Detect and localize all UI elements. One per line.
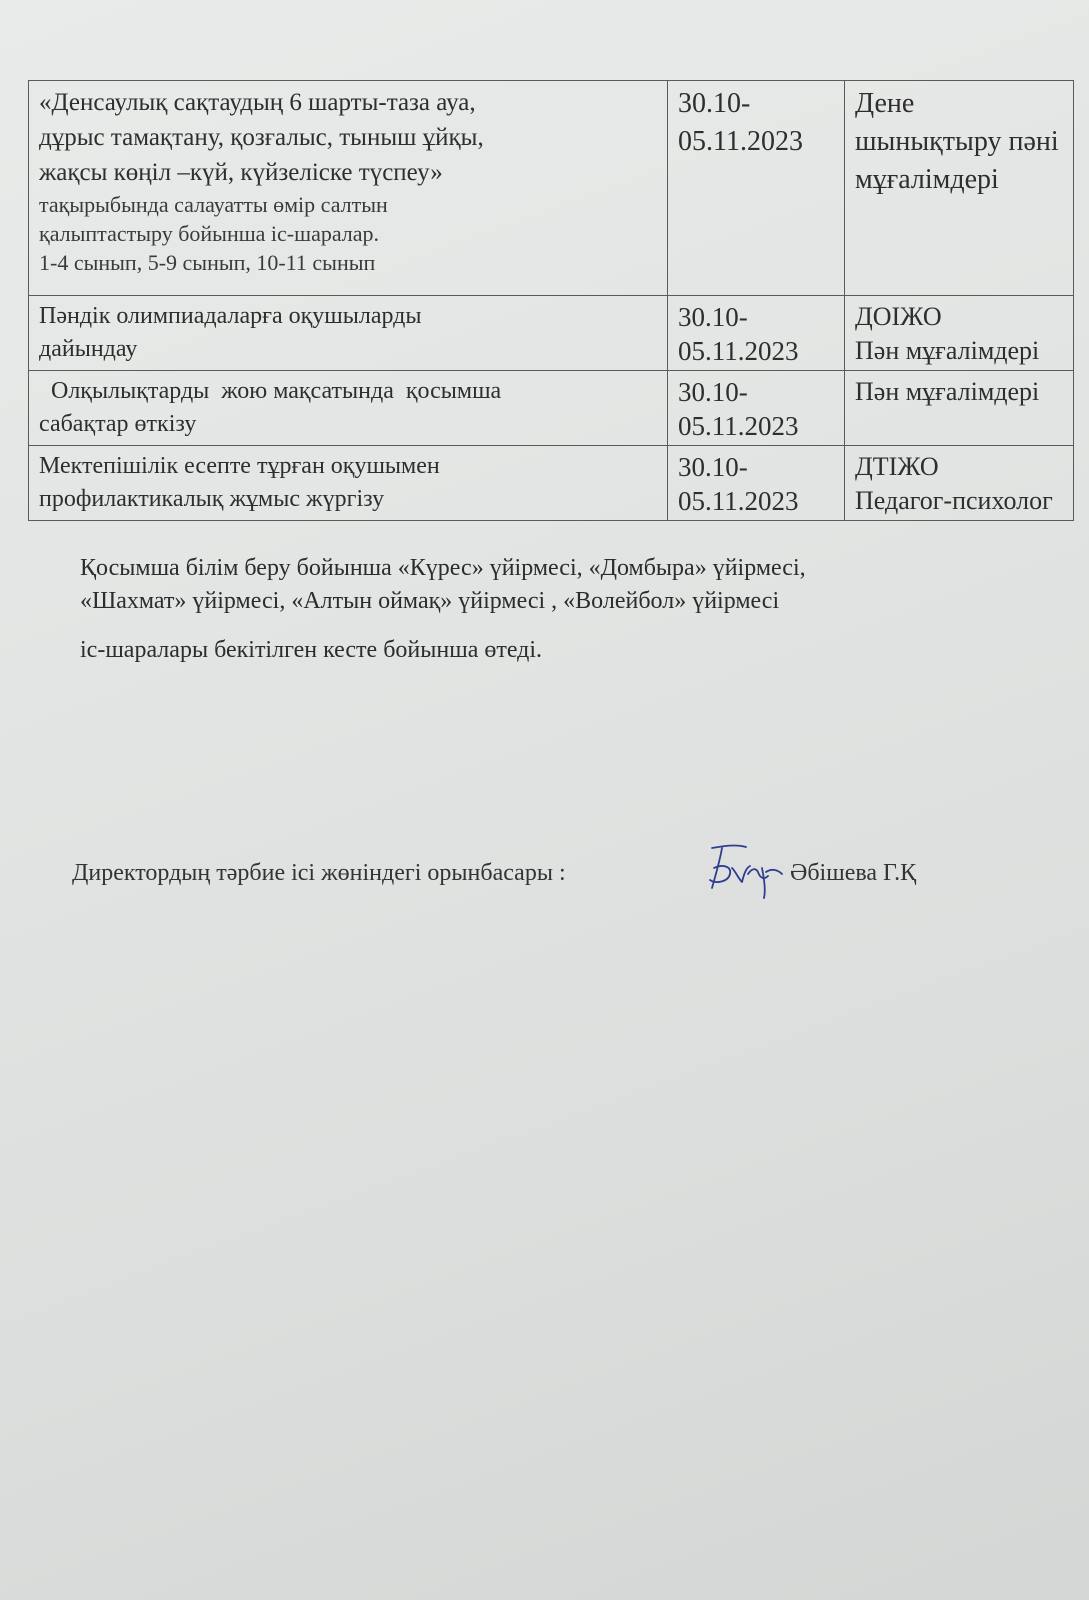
signatory-name: Әбішева Г.Қ: [790, 860, 917, 886]
responsible-text-line: Педагог-психолог: [855, 486, 1053, 515]
date-cell: [668, 296, 845, 371]
date-text-line: 30.10-: [678, 377, 748, 407]
event-text-line: тақырыбында салауатты өмір салтын: [39, 192, 388, 217]
event-text-line: Олқылықтарды жою мақсатында қосымша: [39, 378, 502, 404]
event-cell: [29, 81, 668, 296]
responsible-cell: [845, 296, 1074, 371]
table-row: [29, 371, 1074, 446]
event-text-line: дұрыс тамақтану, қозғалыс, тыныш ұйқы,: [39, 124, 484, 151]
extracurricular-paragraph: [80, 552, 1040, 667]
date-text-line: 30.10-: [678, 88, 751, 119]
responsible-text-line: ДОІЖО: [855, 302, 942, 331]
date-text-line: 30.10-: [678, 452, 748, 482]
event-text-line: Мектепішілік есепте тұрған оқушымен: [39, 453, 440, 479]
event-text-line: сабақтар өткізу: [39, 411, 197, 437]
responsible-cell: [845, 446, 1074, 521]
event-cell: [29, 371, 668, 446]
responsible-cell: [845, 81, 1074, 296]
signature-block: [72, 852, 1052, 912]
event-text-line: 1-4 сынып, 5-9 сынып, 10-11 сынып: [39, 250, 376, 275]
event-cell: [29, 296, 668, 371]
date-cell: [668, 446, 845, 521]
date-text-line: 05.11.2023: [678, 411, 799, 441]
date-cell: [668, 371, 845, 446]
event-text-line: жақсы көңіл –күй, күйзеліске түспеу»: [39, 159, 443, 186]
responsible-text-line: шынықтыру пәні: [855, 126, 1059, 157]
event-text-line: қалыптастыру бойынша іс-шаралар.: [39, 221, 380, 246]
responsible-cell: [845, 371, 1074, 446]
paragraph-line: Қосымша білім беру бойынша «Күрес» үйірмесі, «Домбыра» үйірмесі,: [80, 555, 806, 581]
date-text-line: 05.11.2023: [678, 126, 803, 157]
event-text-line: «Денсаулық сақтаудың 6 шарты-таза ауа,: [39, 89, 476, 116]
table-row: [29, 81, 1074, 296]
event-cell: [29, 446, 668, 521]
paragraph-line: «Шахмат» үйірмесі, «Алтын оймақ» үйірмесі , «Волейбол» үйірмесі: [80, 588, 780, 614]
table-row: [29, 296, 1074, 371]
date-text-line: 05.11.2023: [678, 486, 799, 516]
date-text-line: 30.10-: [678, 302, 748, 332]
responsible-text-line: Пән мұғалімдері: [855, 377, 1040, 406]
events-table: [28, 80, 1074, 521]
event-text-line: профилактикалық жұмыс жүргізу: [39, 486, 385, 512]
signatory-title: Директордың тәрбие ісі жөніндегі орынбасары :: [72, 860, 566, 886]
date-text-line: 05.11.2023: [678, 336, 799, 366]
event-text-line: Пәндік олимпиадаларға оқушыларды: [39, 303, 422, 329]
responsible-text-line: ДТІЖО: [855, 452, 939, 481]
responsible-text-line: Дене: [855, 88, 915, 119]
table-row: [29, 446, 1074, 521]
responsible-text-line: Пән мұғалімдері: [855, 336, 1040, 365]
event-text-line: дайындау: [39, 336, 138, 362]
paragraph-line: іс-шаралары бекітілген кесте бойынша өтеді.: [80, 637, 543, 663]
date-cell: [668, 81, 845, 296]
handwritten-signature: [702, 838, 788, 902]
responsible-text-line: мұғалімдері: [855, 164, 999, 195]
